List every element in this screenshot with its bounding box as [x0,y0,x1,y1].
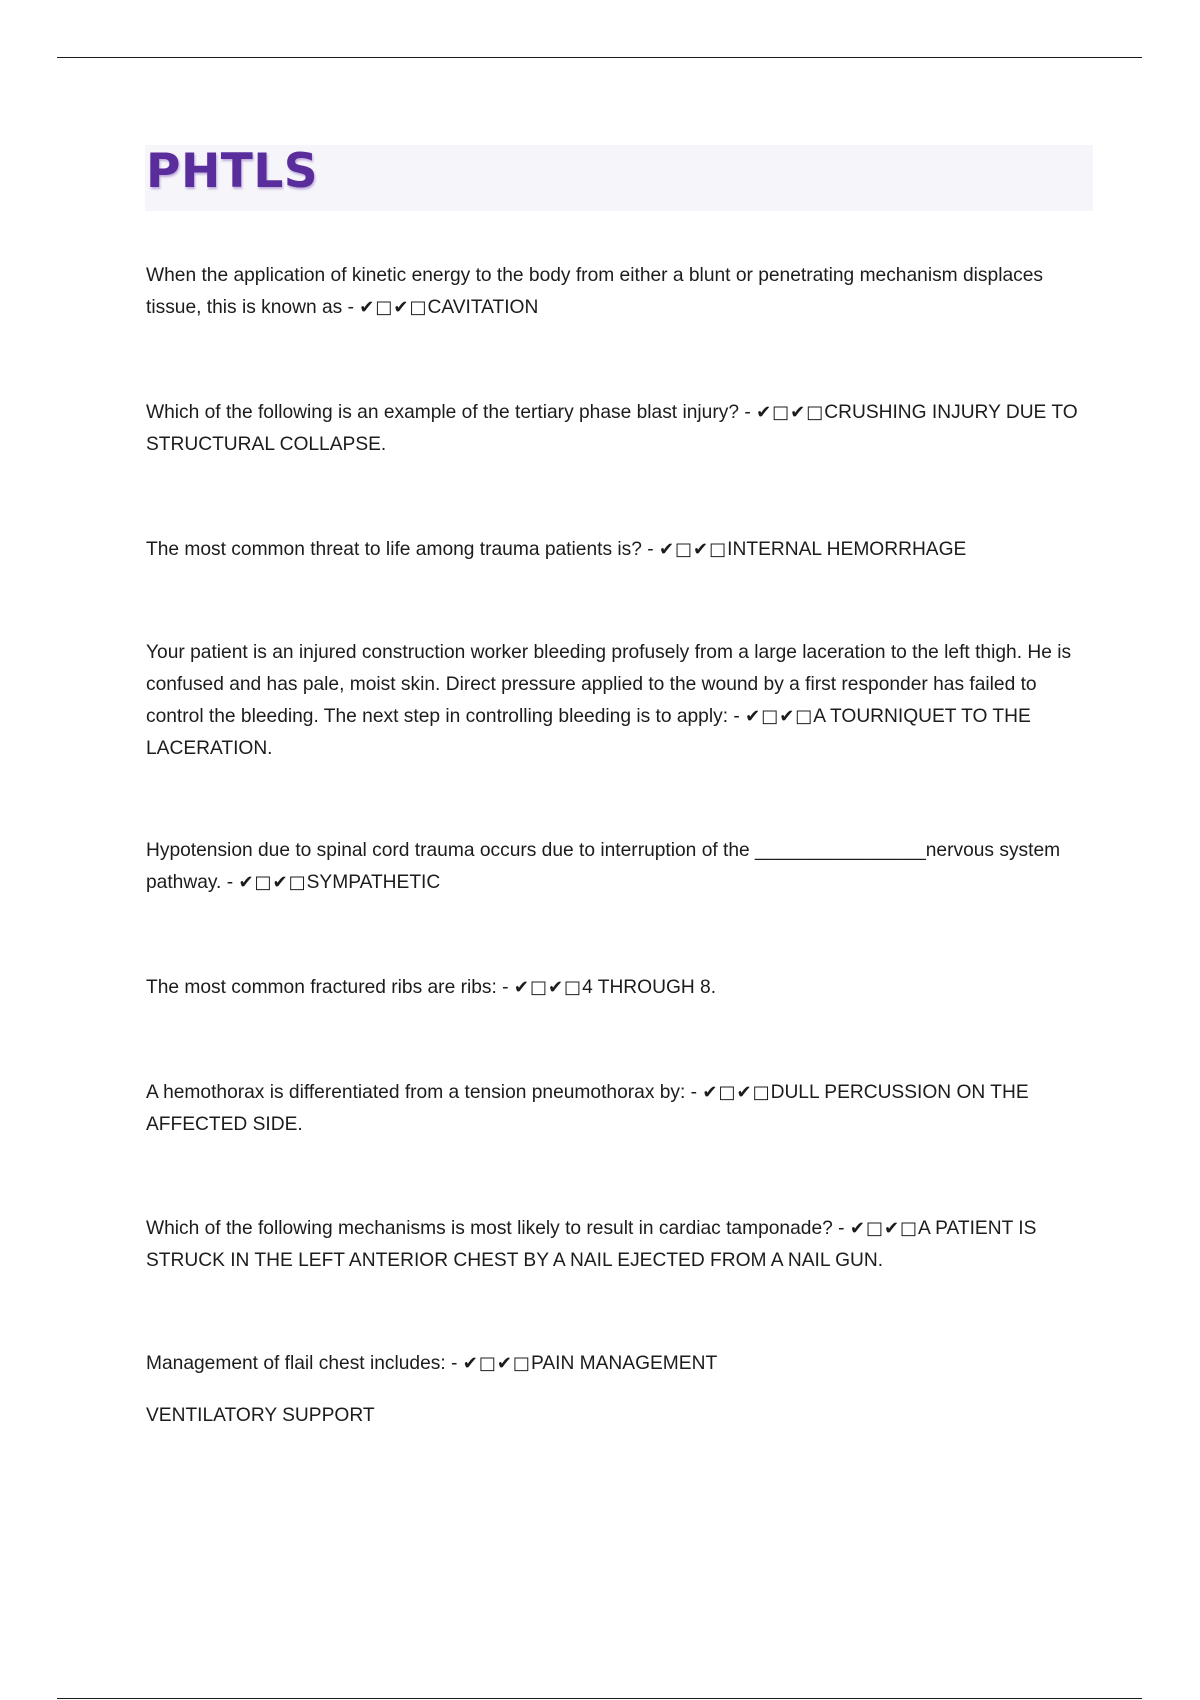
qa-item-7 [146,1077,1096,1141]
top-rule [57,57,1142,58]
qa-item-9 [146,1348,1096,1380]
extra-answer-text: VENTILATORY SUPPORT [146,1405,375,1426]
separator: - [641,539,659,560]
answer-text: PAIN MANAGEMENT [530,1353,718,1374]
qa-item-4 [146,637,1096,765]
separator: - [221,872,239,893]
separator: - [832,1218,850,1239]
question-text: Hypotension due to spinal cord trauma occurs due to interruption of the ________________nervous system pathway. [146,840,1061,893]
check-mark-icon: ✔□✔□ [702,1082,771,1103]
check-mark-icon: ✔□✔□ [849,1218,919,1239]
check-mark-icon: ✔□✔□ [238,872,307,893]
answer-text: A TOURNIQUET TO THE LACERATION. [146,706,1031,759]
question-text: Your patient is an injured construction worker bleeding profusely from a large laceration to the left thigh. He is confused and has pale, moist skin. Direct pressure applied to the wound by a first responder has failed to control the bleeding. The next step in controlling bleeding is to apply: [146,642,1072,727]
answer-text: INTERNAL HEMORRHAGE [727,539,967,560]
answer-text: SYMPATHETIC [306,872,441,893]
answer-text: DULL PERCUSSION ON THE AFFECTED SIDE. [146,1082,1029,1135]
separator: - [739,402,757,423]
qa-item-6 [146,972,1096,1004]
separator: - [685,1082,703,1103]
separator: - [445,1353,463,1374]
question-text: The most common threat to life among trauma patients is? [146,539,642,560]
answer-text: CAVITATION [427,297,539,318]
question-text: The most common fractured ribs are ribs: [146,977,497,998]
question-text: When the application of kinetic energy to the body from either a blunt or penetrating mechanism displaces tissue, this is known as [146,265,1043,318]
check-mark-icon: ✔□✔□ [756,402,825,423]
question-text: Which of the following is an example of the tertiary phase blast injury? [146,402,739,423]
bottom-rule [57,1698,1142,1699]
check-mark-icon: ✔□✔□ [658,539,728,560]
check-mark-icon: ✔□✔□ [462,1353,531,1374]
question-text: Management of flail chest includes: [146,1353,446,1374]
answer-text: 4 THROUGH 8. [582,977,717,998]
question-text: Which of the following mechanisms is most likely to result in cardiac tamponade? [146,1218,833,1239]
separator: - [728,706,746,727]
qa-item-2 [146,397,1096,461]
qa-item-1 [146,260,1096,324]
separator: - [342,297,360,318]
qa-item-5 [146,835,1096,899]
check-mark-icon: ✔□✔□ [745,706,814,727]
check-mark-icon: ✔□✔□ [513,977,583,998]
check-mark-icon: ✔□✔□ [359,297,428,318]
qa-item-8 [146,1213,1096,1277]
qa-item-3 [146,534,1096,566]
phtls-logo: PHTLS [146,144,319,199]
separator: - [496,977,514,998]
question-text: A hemothorax is differentiated from a tension pneumothorax by: [146,1082,686,1103]
answer-text: CRUSHING INJURY DUE TO STRUCTURAL COLLAPSE. [146,402,1078,455]
answer-text: A PATIENT IS STRUCK IN THE LEFT ANTERIOR CHEST BY A NAIL EJECTED FROM A NAIL GUN. [146,1218,1037,1271]
